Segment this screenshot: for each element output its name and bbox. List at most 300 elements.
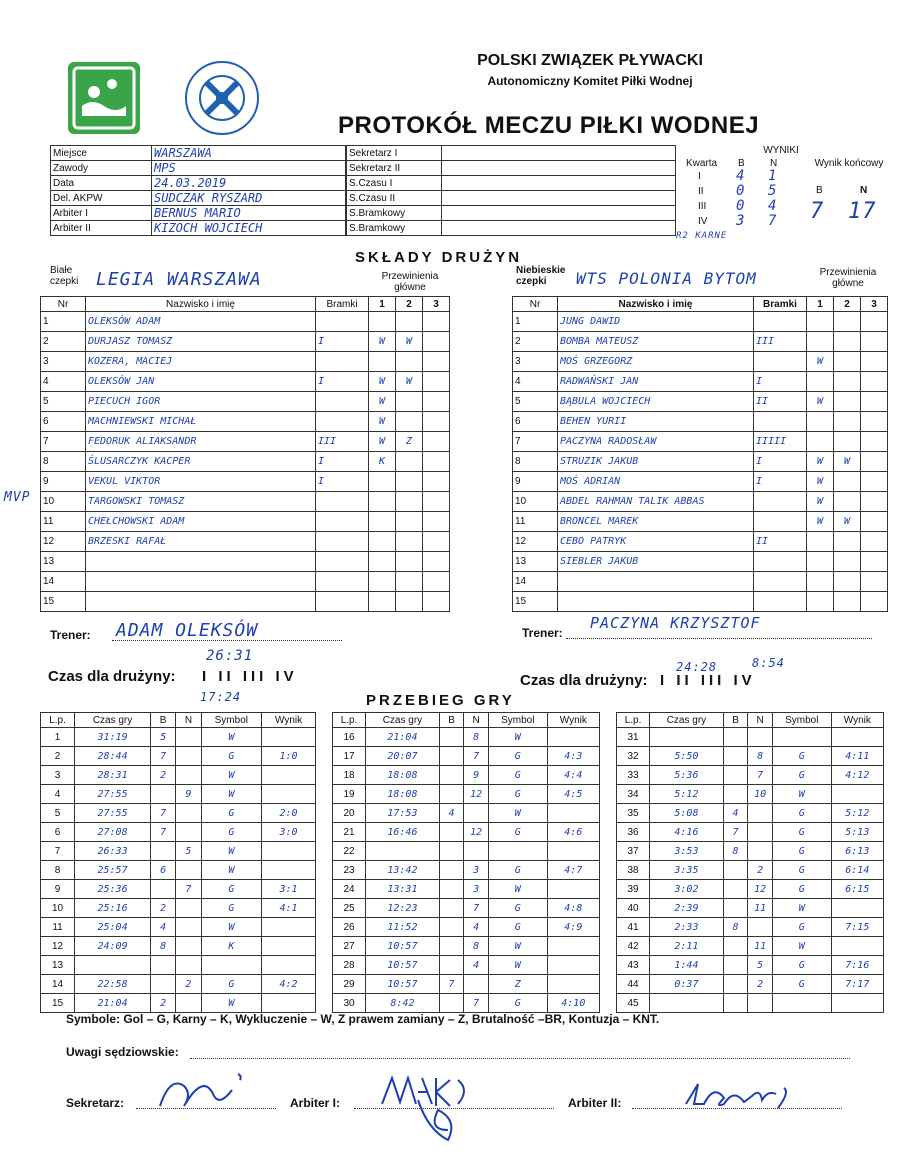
official-row [347, 191, 676, 206]
game-cell: 32 [617, 747, 650, 766]
game-cell: 5 [748, 956, 773, 975]
game-cell [723, 785, 748, 804]
player-name: CHEŁCHOWSKI ADAM [86, 512, 316, 532]
results-box [676, 145, 886, 241]
col-foul-3: 3 [423, 297, 450, 312]
player-foul [369, 352, 396, 372]
game-cell: G [772, 747, 831, 766]
player-foul: W [807, 492, 834, 512]
player-foul [861, 412, 888, 432]
arbiter1-signature [378, 1068, 488, 1148]
player-foul: K [369, 452, 396, 472]
game-cell: 42 [617, 937, 650, 956]
player-foul: W [369, 432, 396, 452]
official-label: S.Czasu I [347, 176, 442, 191]
table-row [41, 312, 450, 332]
game-col-header: L.p. [617, 713, 650, 728]
col-name: Nazwisko i imię [86, 297, 316, 312]
game-cell: 12 [41, 937, 75, 956]
game-cell: 25:04 [75, 918, 151, 937]
game-cell [439, 937, 464, 956]
table-row [41, 804, 316, 823]
table-row [333, 728, 600, 747]
player-nr: 10 [41, 492, 86, 512]
table-row [41, 332, 450, 352]
game-cell: 6:13 [831, 842, 883, 861]
table-row [513, 532, 888, 552]
player-name: TARGOWSKI TOMASZ [86, 492, 316, 512]
game-cell: 45 [617, 994, 650, 1013]
game-cell: 4 [41, 785, 75, 804]
player-foul: W [807, 392, 834, 412]
akpw-logo [68, 62, 140, 134]
player-foul [423, 332, 450, 352]
player-foul [423, 372, 450, 392]
info-label: Del. AKPW [51, 191, 152, 206]
game-cell: 4:3 [547, 747, 599, 766]
player-nr: 2 [41, 332, 86, 352]
table-row [513, 492, 888, 512]
player-name: MOŚ ADRIAN [558, 472, 754, 492]
game-cell: 7:15 [831, 918, 883, 937]
game-cell: 6 [150, 861, 175, 880]
final-label: Wynik końcowy [814, 158, 884, 169]
info-row [51, 161, 346, 176]
game-cell: 7 [439, 975, 464, 994]
game-cell: 25:57 [75, 861, 151, 880]
game-cell: 25:16 [75, 899, 151, 918]
info-value: 24.03.2019 [152, 176, 346, 191]
table-row [41, 552, 450, 572]
game-cell: 5 [150, 728, 175, 747]
table-row [41, 512, 450, 532]
game-cell [748, 728, 773, 747]
player-foul [423, 592, 450, 612]
player-foul [396, 472, 423, 492]
game-cell: 3:53 [650, 842, 724, 861]
game-cell: 39 [617, 880, 650, 899]
game-cell: 2 [150, 994, 175, 1013]
player-foul [369, 532, 396, 552]
game-cell: 27:08 [75, 823, 151, 842]
game-cell [831, 728, 883, 747]
game-cell: 12 [464, 823, 489, 842]
game-cell [748, 842, 773, 861]
table-row [617, 861, 884, 880]
game-cell: 22 [333, 842, 366, 861]
game-cell [723, 994, 748, 1013]
game-cell: 30 [333, 994, 366, 1013]
game-log-table-1 [40, 712, 316, 1013]
game-cell: G [488, 994, 547, 1013]
player-name: CEBO PATRYK [558, 532, 754, 552]
player-goals: I [316, 332, 369, 352]
arbiter1-sign-label: Arbiter I: [290, 1096, 341, 1110]
table-row [41, 785, 316, 804]
player-foul: W [807, 352, 834, 372]
game-cell: 5:12 [831, 804, 883, 823]
player-foul [807, 532, 834, 552]
table-row [41, 452, 450, 472]
game-cell [464, 842, 489, 861]
game-cell: 3:35 [650, 861, 724, 880]
official-row [347, 176, 676, 191]
game-cell: G [772, 880, 831, 899]
game-cell: 28:44 [75, 747, 151, 766]
game-cell [723, 975, 748, 994]
quarter-score-n: 7 [768, 213, 778, 229]
game-cell: 5:12 [650, 785, 724, 804]
game-cell [439, 747, 464, 766]
game-cell: W [201, 785, 262, 804]
game-cell: 2 [150, 766, 175, 785]
game-cell: 7 [176, 880, 201, 899]
game-cell: 19 [333, 785, 366, 804]
game-cell: W [201, 994, 262, 1013]
game-cell: 6 [41, 823, 75, 842]
player-goals [316, 412, 369, 432]
player-foul [369, 572, 396, 592]
official-label: S.Bramkowy [347, 206, 442, 221]
game-cell: 2 [41, 747, 75, 766]
official-value [442, 221, 676, 236]
secretary-sign-label: Sekretarz: [66, 1096, 125, 1110]
table-row [41, 994, 316, 1013]
game-cell: 34 [617, 785, 650, 804]
table-row [617, 728, 884, 747]
game-cell: 3:02 [650, 880, 724, 899]
table-row [617, 975, 884, 994]
player-foul [423, 552, 450, 572]
game-cell: 33 [617, 766, 650, 785]
player-name: MACHNIEWSKI MICHAŁ [86, 412, 316, 432]
player-foul [807, 552, 834, 572]
player-name [558, 592, 754, 612]
info-value: KIZOCH WOJCIECH [152, 221, 346, 236]
game-cell [176, 804, 201, 823]
player-foul [834, 592, 861, 612]
game-cell: 20 [333, 804, 366, 823]
game-cell: 22:58 [75, 975, 151, 994]
game-cell: 4:16 [650, 823, 724, 842]
player-name: OLEKSÓW JAN [86, 372, 316, 392]
table-row [41, 918, 316, 937]
player-foul [396, 532, 423, 552]
game-cell: 2:33 [650, 918, 724, 937]
official-row [347, 161, 676, 176]
table-row [513, 372, 888, 392]
player-nr: 15 [41, 592, 86, 612]
table-row [513, 592, 888, 612]
player-name: BRONCEL MAREK [558, 512, 754, 532]
game-cell: G [488, 766, 547, 785]
game-cell: G [772, 823, 831, 842]
game-cell: 9 [464, 766, 489, 785]
game-cell: G [488, 918, 547, 937]
game-cell [150, 880, 175, 899]
player-foul [396, 592, 423, 612]
table-row [513, 312, 888, 332]
player-foul [834, 392, 861, 412]
player-nr: 2 [513, 332, 558, 352]
game-col-header: N [176, 713, 201, 728]
table-row [333, 823, 600, 842]
game-cell: G [772, 766, 831, 785]
player-name: ŚLUSARCZYK KACPER [86, 452, 316, 472]
blue-coach-line [566, 638, 872, 639]
player-foul [807, 432, 834, 452]
game-cell: 7 [723, 823, 748, 842]
game-cell: 3 [41, 766, 75, 785]
table-row [41, 572, 450, 592]
game-cell [176, 994, 201, 1013]
game-cell: G [772, 842, 831, 861]
info-label: Arbiter I [51, 206, 152, 221]
game-cell: G [772, 975, 831, 994]
table-row [41, 352, 450, 372]
player-foul [834, 372, 861, 392]
game-cell [439, 994, 464, 1013]
table-row [333, 937, 600, 956]
table-row [41, 412, 450, 432]
game-cell: 37 [617, 842, 650, 861]
game-cell: 36 [617, 823, 650, 842]
table-row [41, 880, 316, 899]
blue-fouls-label: Przewinienia główne [819, 267, 877, 289]
game-cell [150, 956, 175, 975]
white-coach-line [112, 640, 342, 641]
player-name: VEKUL VIKTOR [86, 472, 316, 492]
quarter-score-b: 4 [736, 168, 746, 184]
game-cell [176, 899, 201, 918]
game-col-header: Wynik [831, 713, 883, 728]
game-cell: 4:8 [547, 899, 599, 918]
player-foul [807, 312, 834, 332]
player-nr: 1 [41, 312, 86, 332]
game-cell [176, 728, 201, 747]
info-label: Zawody [51, 161, 152, 176]
col-foul-2: 2 [834, 297, 861, 312]
player-goals: I [316, 472, 369, 492]
player-foul [396, 412, 423, 432]
player-nr: 8 [41, 452, 86, 472]
game-cell [547, 937, 599, 956]
game-cell: 20:07 [366, 747, 440, 766]
player-foul: W [396, 332, 423, 352]
player-foul [861, 352, 888, 372]
game-cell [772, 728, 831, 747]
game-cell [723, 956, 748, 975]
game-cell: G [488, 861, 547, 880]
remarks-line [190, 1058, 850, 1059]
player-name: FEDORUK ALIAKSANDR [86, 432, 316, 452]
player-foul [369, 592, 396, 612]
table-row [41, 532, 450, 552]
player-goals [316, 312, 369, 332]
table-row [617, 937, 884, 956]
game-cell: 4:11 [831, 747, 883, 766]
table-row [41, 956, 316, 975]
game-cell [723, 899, 748, 918]
blue-coach-label: Trener: [522, 626, 563, 640]
official-value [442, 191, 676, 206]
player-name: RADWAŃSKI JAN [558, 372, 754, 392]
game-cell [547, 956, 599, 975]
rosters-title: SKŁADY DRUŻYN [355, 249, 523, 266]
blue-timeout-time-2: 8:54 [752, 656, 785, 670]
player-goals [754, 412, 807, 432]
game-cell: 18:08 [366, 766, 440, 785]
roster-header [513, 297, 888, 312]
player-foul [834, 572, 861, 592]
results-title: WYNIKI [763, 145, 799, 156]
table-row [333, 766, 600, 785]
roster-header [41, 297, 450, 312]
game-col-header: Symbol [772, 713, 831, 728]
player-goals: I [316, 372, 369, 392]
player-foul: W [369, 372, 396, 392]
player-goals [754, 592, 807, 612]
blue-timeout-label: Czas dla drużyny: [520, 672, 648, 689]
page-title: PROTOKÓŁ MECZU PIŁKI WODNEJ [338, 112, 760, 139]
player-foul: W [807, 452, 834, 472]
table-row [617, 747, 884, 766]
game-cell: Z [488, 975, 547, 994]
game-cell: W [488, 804, 547, 823]
penalty-note: R2 KARNE [676, 231, 728, 241]
quarter-label: II [698, 186, 704, 197]
table-row [513, 332, 888, 352]
game-cell: 24 [333, 880, 366, 899]
game-cell [75, 956, 151, 975]
game-cell [176, 861, 201, 880]
pzp-seal-logo [182, 58, 262, 138]
game-cell: 31:19 [75, 728, 151, 747]
game-cell: 2 [176, 975, 201, 994]
table-row [513, 512, 888, 532]
player-foul: W [834, 512, 861, 532]
game-cell [831, 899, 883, 918]
kwarta-label: Kwarta [686, 158, 718, 169]
game-cell: G [488, 747, 547, 766]
player-name [86, 552, 316, 572]
game-cell: 2 [150, 899, 175, 918]
game-cell [723, 728, 748, 747]
game-cell: 0:37 [650, 975, 724, 994]
info-value: SUDCZAK RYSZARD [152, 191, 346, 206]
game-col-header: N [464, 713, 489, 728]
game-cell: W [488, 728, 547, 747]
final-b-label: B [816, 185, 823, 196]
white-coach-name: ADAM OLEKSÓW [116, 620, 259, 641]
player-nr: 4 [41, 372, 86, 392]
player-foul [861, 572, 888, 592]
game-cell [831, 994, 883, 1013]
secretary-signature [150, 1068, 260, 1112]
quarter-score-n: 5 [768, 183, 778, 199]
white-timeout-time-2: 17:24 [200, 690, 242, 704]
player-foul [834, 432, 861, 452]
game-cell: 7 [464, 994, 489, 1013]
player-name: BRZESKI RAFAŁ [86, 532, 316, 552]
game-cell [748, 823, 773, 842]
table-row [41, 432, 450, 452]
game-cell: 8 [150, 937, 175, 956]
blue-coach-name: PACZYNA KRZYSZTOF [590, 614, 761, 632]
player-foul [423, 572, 450, 592]
player-nr: 5 [513, 392, 558, 412]
game-cell [723, 880, 748, 899]
game-cell [547, 728, 599, 747]
remarks-label: Uwagi sędziowskie: [66, 1045, 179, 1059]
game-cell: 2:39 [650, 899, 724, 918]
game-cell: 13 [41, 956, 75, 975]
player-foul [396, 392, 423, 412]
player-foul [861, 312, 888, 332]
player-goals: III [316, 432, 369, 452]
table-row [333, 785, 600, 804]
game-cell: 11 [748, 899, 773, 918]
game-cell: 7:17 [831, 975, 883, 994]
game-col-header: Symbol [201, 713, 262, 728]
game-cell: 28 [333, 956, 366, 975]
game-cell: 10 [748, 785, 773, 804]
game-cell [262, 766, 316, 785]
game-cell: 12:23 [366, 899, 440, 918]
player-name: OLEKSÓW ADAM [86, 312, 316, 332]
game-cell: 5:50 [650, 747, 724, 766]
official-value [442, 146, 676, 161]
quarter-score-b: 3 [736, 213, 746, 229]
game-cell: 16:46 [366, 823, 440, 842]
game-cell: 14 [41, 975, 75, 994]
game-cell: 2:11 [650, 937, 724, 956]
game-cell: 5:08 [650, 804, 724, 823]
player-nr: 3 [41, 352, 86, 372]
game-cell: 4 [439, 804, 464, 823]
player-foul [396, 312, 423, 332]
player-nr: 14 [41, 572, 86, 592]
official-row [347, 146, 676, 161]
info-value: MPS [152, 161, 346, 176]
game-cell: G [201, 747, 262, 766]
game-cell [262, 842, 316, 861]
player-goals [316, 512, 369, 532]
game-cell [547, 804, 599, 823]
game-cell: G [488, 899, 547, 918]
game-cell [650, 994, 724, 1013]
player-foul: Z [396, 432, 423, 452]
game-cell [547, 880, 599, 899]
game-cell: 4 [150, 918, 175, 937]
game-cell: 7 [464, 899, 489, 918]
game-cell: 7 [748, 766, 773, 785]
game-cell: 35 [617, 804, 650, 823]
player-name [86, 572, 316, 592]
arbiter2-signature [680, 1074, 820, 1114]
game-cell: 25:36 [75, 880, 151, 899]
table-row [333, 899, 600, 918]
player-foul [423, 412, 450, 432]
game-cell [176, 823, 201, 842]
player-foul [396, 492, 423, 512]
player-foul [861, 432, 888, 452]
player-foul [834, 492, 861, 512]
white-coach-label: Trener: [50, 628, 91, 642]
player-foul [423, 452, 450, 472]
game-cell [262, 918, 316, 937]
game-cell [439, 823, 464, 842]
